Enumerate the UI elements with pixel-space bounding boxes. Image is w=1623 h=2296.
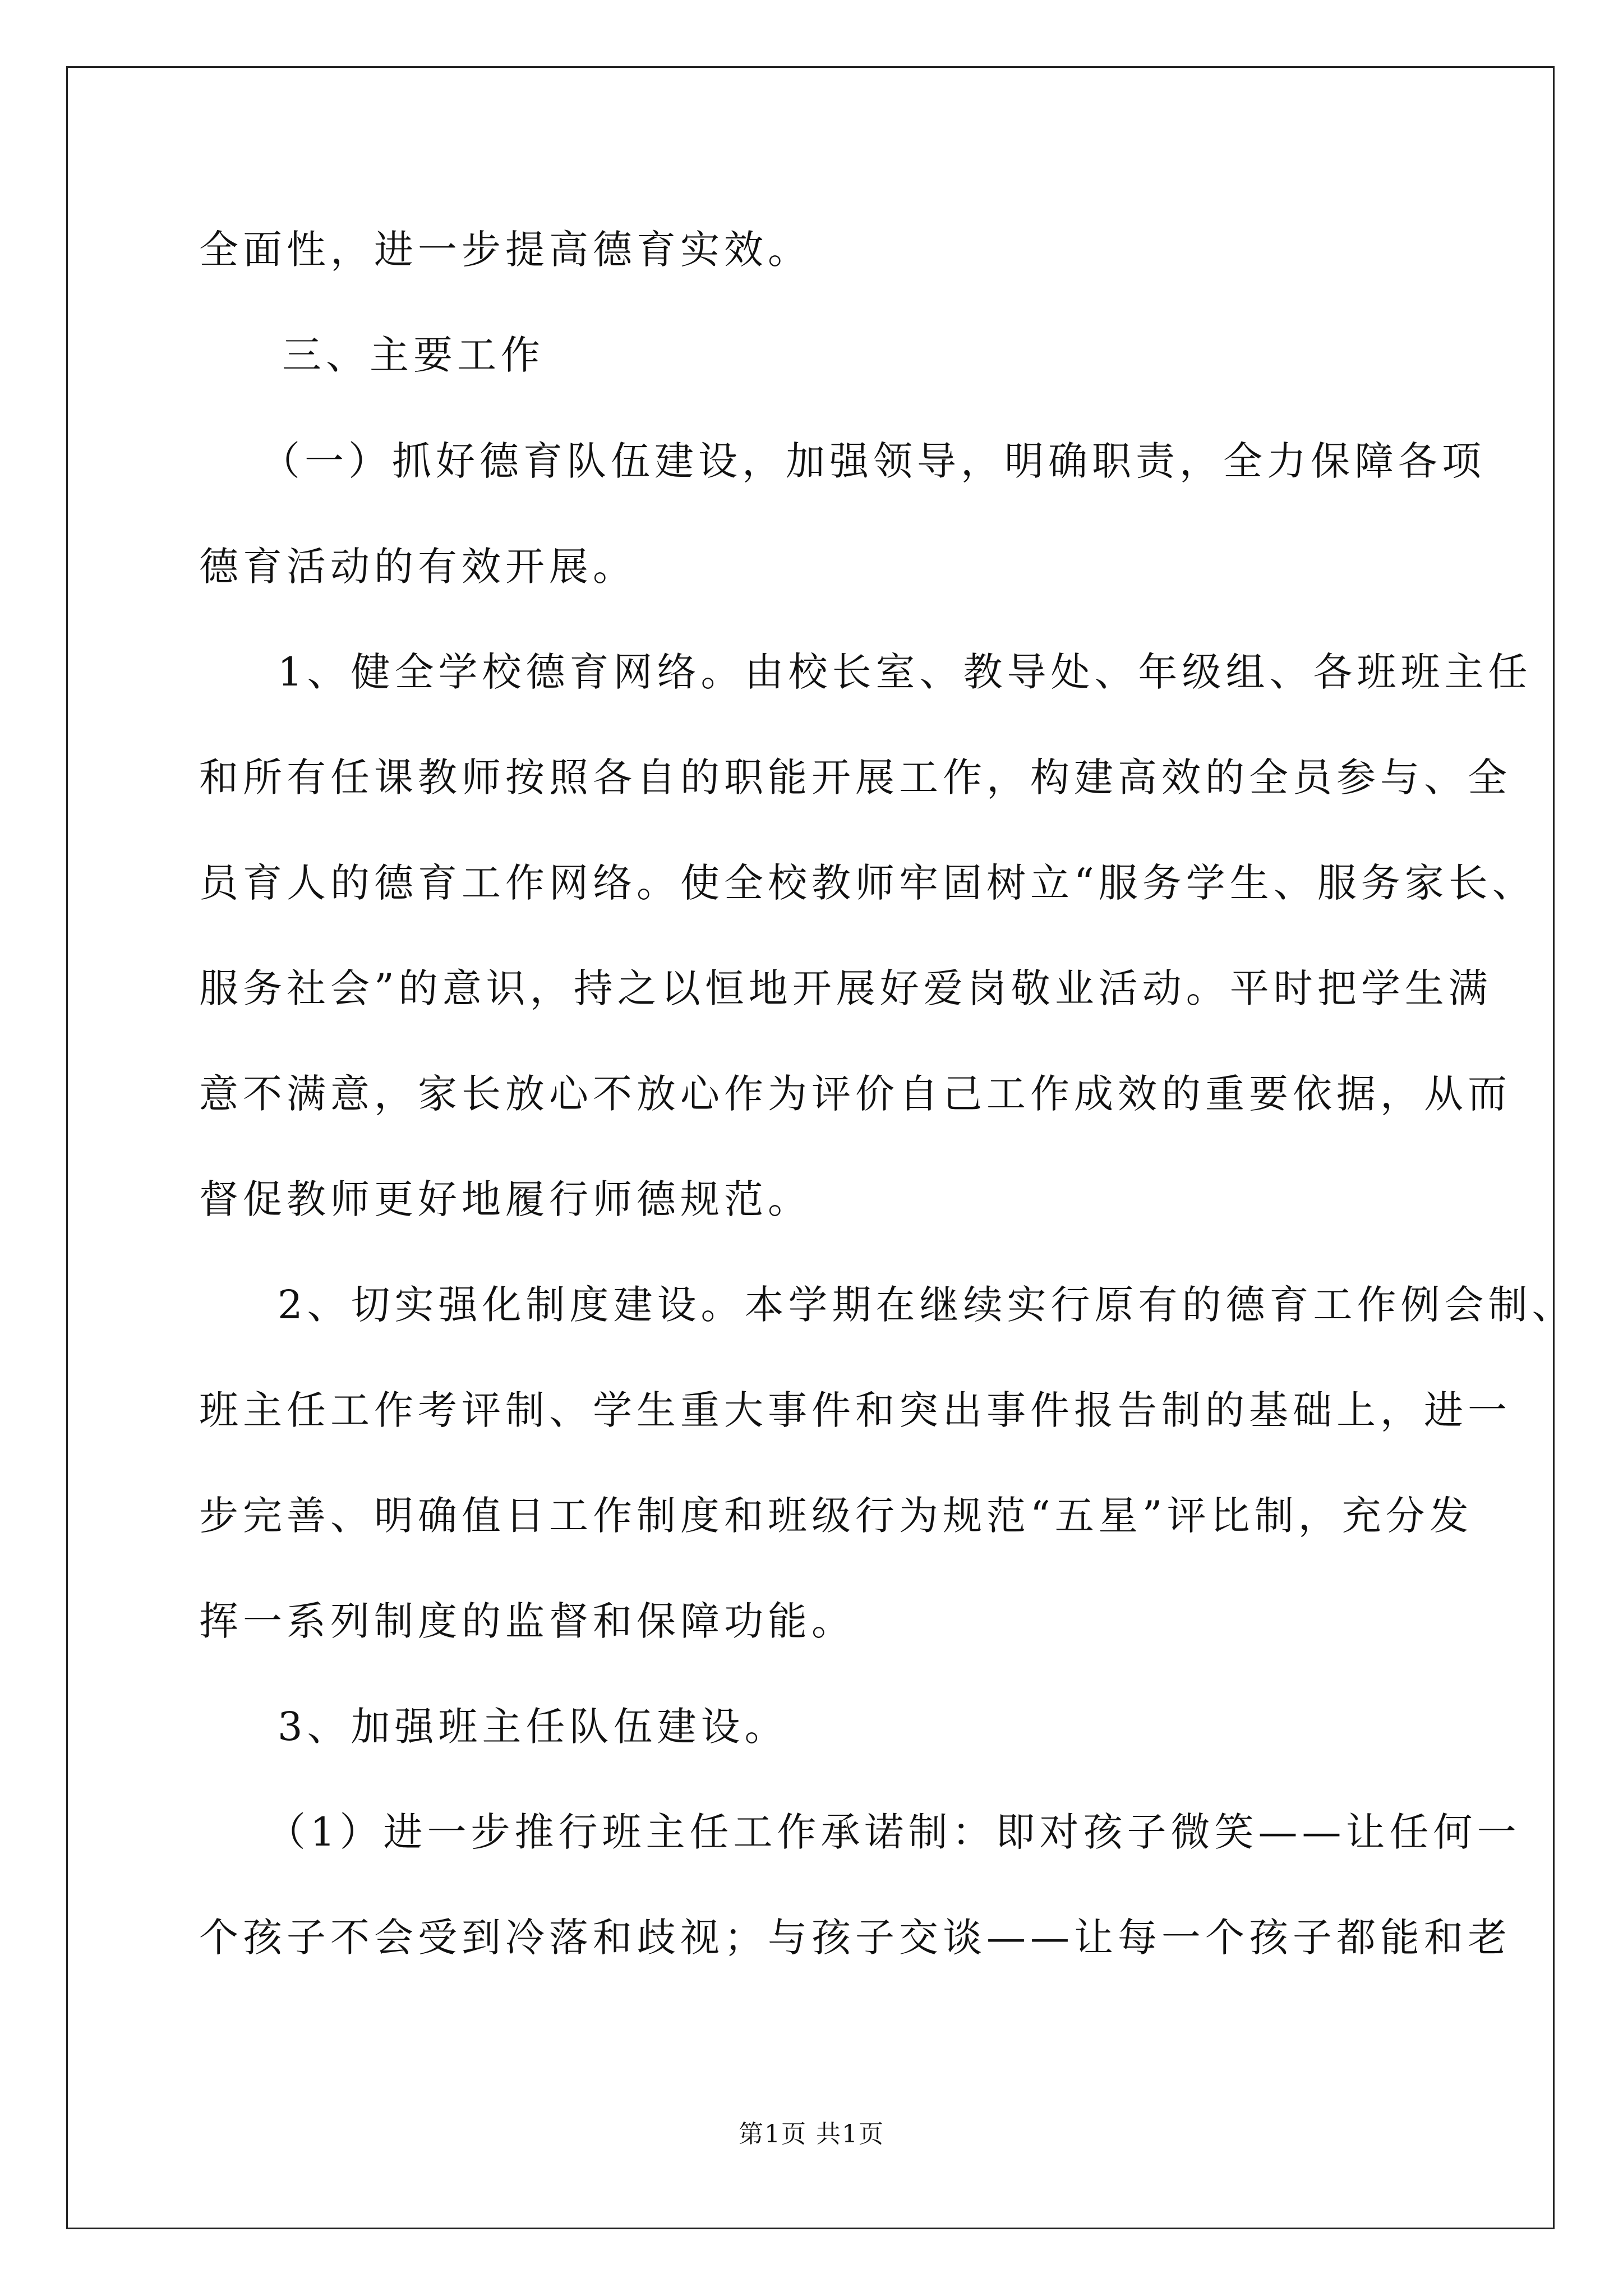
text-line: 步完善、明确值日工作制度和班级行为规范“五星”评比制，充分发 <box>199 1493 1473 1539</box>
text-line: 班主任工作考评制、学生重大事件和突出事件报告制的基础上，进一 <box>199 1387 1511 1433</box>
text-line: 服务社会”的意识，持之以恒地开展好爱岗敬业活动。平时把学生满 <box>199 965 1492 1011</box>
text-line: 1、健全学校德育网络。由校长室、教导处、年级组、各班班主任 <box>278 649 1532 695</box>
text-line: 员育人的德育工作网络。使全校教师牢固树立“服务学生、服务家长、 <box>199 860 1536 906</box>
text-line: （1）进一步推行班主任工作承诺制：即对孩子微笑——让任何一 <box>266 1809 1521 1855</box>
text-line: 个孩子不会受到冷落和歧视；与孩子交谈——让每一个孩子都能和老 <box>199 1915 1511 1961</box>
text-line: 意不满意，家长放心不放心作为评价自己工作成效的重要依据，从而 <box>199 1071 1511 1117</box>
page-border <box>66 66 1555 2229</box>
section-heading: 三、主要工作 <box>282 332 545 378</box>
text-line: 2、切实强化制度建设。本学期在继续实行原有的德育工作例会制、 <box>278 1282 1576 1328</box>
text-line: 德育活动的有效开展。 <box>199 544 637 590</box>
text-line: 和所有任课教师按照各自的职能开展工作，构建高效的全员参与、全 <box>199 754 1511 800</box>
text-line: 3、加强班主任队伍建设。 <box>278 1704 789 1750</box>
page-footer: 第1页 共1页 <box>739 2120 884 2148</box>
text-line: 全面性，进一步提高德育实效。 <box>199 227 811 273</box>
text-line: 挥一系列制度的监督和保障功能。 <box>199 1598 855 1644</box>
subsection-heading: （一）抓好德育队伍建设，加强领导，明确职责，全力保障各项 <box>261 438 1486 484</box>
text-line: 督促教师更好地履行师德规范。 <box>199 1176 811 1222</box>
